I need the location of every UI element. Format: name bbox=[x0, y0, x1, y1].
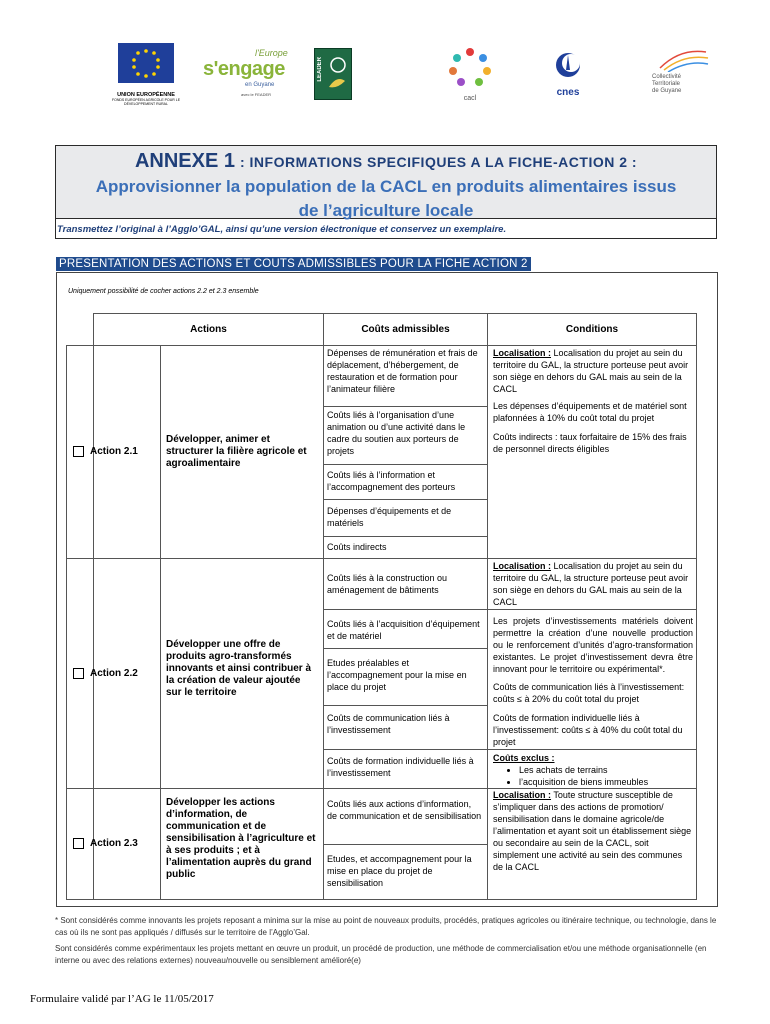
a22-cost-2: Coûts liés à l’acquisition d’équipement et de matériel bbox=[327, 619, 480, 641]
annex-number: ANNEXE 1 bbox=[134, 150, 235, 172]
action-21-description: Développer, animer et structurer la filière agricole et agroalimentaire bbox=[166, 434, 307, 469]
leaf-icon bbox=[315, 49, 351, 99]
a22-localisation bbox=[493, 560, 693, 608]
action-21 bbox=[73, 446, 138, 457]
a22-cost-4: Coûts de communication liés à l’investissement bbox=[327, 713, 450, 735]
a22-exclusions bbox=[493, 752, 693, 788]
europe-small-text: avec le FEADER bbox=[241, 92, 272, 97]
action-23-description: Développer les actions d’information, de communication et de sensibilisation à l’agriculture et à ses produits ; et à l’alimentation auprès du grand public bbox=[166, 797, 316, 880]
footnote-experimentaux: Sont considérés comme expérimentaux les projets mettant en œuvre un produit, un procédé de production, une méthode de commercialisation et/ou une méthode organisationnelle (en interne ou avec des relations externes) nouveau/nouvelle ou sensiblement amélioré(e) bbox=[55, 944, 707, 965]
a22-loc-label: Localisation : bbox=[493, 561, 552, 571]
ctg-line2: Territoriale bbox=[652, 81, 681, 87]
a22-cost-5: Coûts de formation individuelle liés à l’investissement bbox=[327, 756, 474, 778]
a22-condition-3: Coûts de communication liés à l’investissement: coûts ≤ à 20% du coût total du projet bbox=[493, 682, 685, 704]
a22-condition-4: Coûts de formation individuelle liés à l’investissement: coûts ≤ à 40% du coût total du projet bbox=[493, 713, 683, 747]
fiche-title-line2: de l’agriculture locale bbox=[298, 201, 474, 220]
ctg-logo bbox=[640, 46, 710, 102]
a22-excl-item-2: • l’acquisition de biens immeubles bbox=[519, 776, 693, 788]
action-21-checkbox[interactable] bbox=[73, 446, 84, 457]
a21-cost-1: Dépenses de rémunération et frais de déplacement, d’hébergement, de restauration et de formation pour l’animateur filière bbox=[327, 348, 478, 394]
header-actions: Actions bbox=[93, 313, 324, 346]
a21-loc-text: Localisation du projet au sein du territoire du GAL, la structure porteuse peut avoir son siège en dehors du GAL mais au sein de la CACL bbox=[493, 348, 689, 394]
cacl-people-icon bbox=[445, 46, 495, 90]
action-22-description: Développer une offre de produits agro-transformés innovants et ainsi contribuer à la création de valeur ajoutée sur le territoire bbox=[166, 639, 312, 698]
action-23 bbox=[73, 838, 138, 849]
europe-top-text: l'Europe bbox=[255, 48, 288, 58]
annex-subtitle: : INFORMATIONS SPECIFIQUES A LA FICHE-ACTION 2 : bbox=[239, 154, 638, 170]
a23-localisation bbox=[493, 789, 693, 873]
section-title: PRESENTATION DES ACTIONS ET COUTS ADMISSIBLES POUR LA FICHE ACTION 2 bbox=[56, 257, 531, 271]
eu-flag-icon bbox=[110, 43, 182, 87]
ctg-line1: Collectivité bbox=[652, 74, 682, 80]
a21-cost-5: Coûts indirects bbox=[327, 542, 387, 552]
europe-sengage-logo bbox=[197, 46, 292, 102]
a21-condition-2: Les dépenses d’équipements et de matériel sont plafonnées à 10% du coût total du projet bbox=[493, 401, 687, 423]
a23-cost-1: Coûts liés aux actions d’information, de communication et de sensibilisation bbox=[327, 799, 482, 821]
a21-cost-3: Coûts liés à l’information et l’accompagnement des porteurs bbox=[327, 470, 456, 492]
a23-loc-label: Localisation : bbox=[493, 790, 552, 800]
action-23-checkbox[interactable] bbox=[73, 838, 84, 849]
title-band bbox=[56, 146, 716, 219]
a22-loc-text: Localisation du projet au sein du territoire du GAL, la structure porteuse peut avoir son siège en dehors du GAL mais au sein de la CACL bbox=[493, 561, 689, 607]
selection-note: Uniquement possibilité de cocher actions 2.2 et 2.3 ensemble bbox=[68, 288, 259, 295]
eu-sublabel: FONDS EUROPÉEN AGRICOLE POUR LE DÉVELOPPEMENT RURAL bbox=[111, 98, 181, 106]
a22-condition-2: Les projets d’investissements matériels doivent permettre la création d’une nouvelle production ou le renforcement d’unités d’agro-transformation existantes. Le projet d’investissement devra être innovant pour le territoire ou expérimental*. bbox=[493, 616, 693, 674]
action-22-checkbox[interactable] bbox=[73, 668, 84, 679]
cnes-emblem-icon bbox=[548, 50, 588, 82]
europe-sub-text: en Guyane bbox=[245, 82, 275, 88]
a23-cost-2: Etudes, et accompagnement pour la mise en place du projet de sensibilisation bbox=[327, 854, 472, 888]
europe-main-text: s'engage bbox=[203, 58, 285, 80]
a21-cost-2: Coûts liés à l’organisation d’une animation ou d’une activité dans le cadre du soutien aux porteurs de projets bbox=[327, 410, 466, 456]
logo-bar bbox=[0, 38, 770, 108]
a21-condition-3: Coûts indirects : taux forfaitaire de 15% des frais de personnel directs éligibles bbox=[493, 432, 687, 454]
cnes-text: cnes bbox=[556, 87, 580, 98]
action-22-label: Action 2.2 bbox=[90, 668, 138, 680]
validation-footer: Formulaire validé par l’AG le 11/05/2017 bbox=[30, 993, 214, 1005]
eu-label: UNION EUROPÉENNE bbox=[117, 92, 175, 98]
leader-text: LEADER bbox=[317, 57, 323, 82]
a23-loc-text: Toute structure susceptible de s’impliquer dans des actions de promotion/ sensibilisation dans le domaine agricole/de l’alimentation et ayant soit un établissement siège ou secondaire au sein de la CACL, soit simplement une activité au sein des communes de la CACL bbox=[493, 790, 692, 872]
cacl-logo bbox=[445, 46, 495, 102]
footnote-innovants: * Sont considérés comme innovants les projets reposant a minima sur la mise au point de nouveaux produits, procédés, pratiques agricoles ou itinéraire technique, ou technologie, dans le cas où ils ne sont pas appliqués / diffusés sur le territoire de l’Agglo’Gal. bbox=[55, 916, 717, 937]
cacl-text: cacl bbox=[463, 95, 477, 102]
action-22 bbox=[73, 668, 138, 679]
header-costs: Coûts admissibles bbox=[323, 313, 488, 346]
ctg-line3: de Guyane bbox=[652, 88, 682, 94]
a21-cost-4: Dépenses d’équipements et de matériels bbox=[327, 506, 452, 528]
a21-loc-label: Localisation : bbox=[493, 348, 552, 358]
a22-cost-3: Etudes préalables et l’accompagnement pour la mise en place du projet bbox=[327, 658, 467, 692]
header-conditions: Conditions bbox=[487, 313, 697, 346]
a21-localisation bbox=[493, 347, 693, 395]
a22-excl-label: Coûts exclus : bbox=[493, 753, 555, 763]
annex-title bbox=[56, 146, 716, 173]
leader-logo bbox=[314, 48, 352, 100]
transmit-instruction: Transmettez l’original à l’Agglo’GAL, ainsi qu’une version électronique et conservez un exemplaire. bbox=[57, 224, 507, 235]
ctg-wave-icon bbox=[640, 46, 710, 72]
cnes-logo bbox=[548, 50, 588, 100]
a22-excl-item-1: • Les achats de terrains bbox=[519, 764, 693, 776]
action-21-label: Action 2.1 bbox=[90, 446, 138, 458]
eu-logo bbox=[110, 43, 182, 106]
a22-cost-1: Coûts liés à la construction ou aménagement de bâtiments bbox=[327, 573, 448, 595]
ctg-text bbox=[652, 74, 681, 95]
action-23-label: Action 2.3 bbox=[90, 838, 138, 850]
fiche-title-line1: Approvisionner la population de la CACL en produits alimentaires issus bbox=[95, 177, 677, 196]
